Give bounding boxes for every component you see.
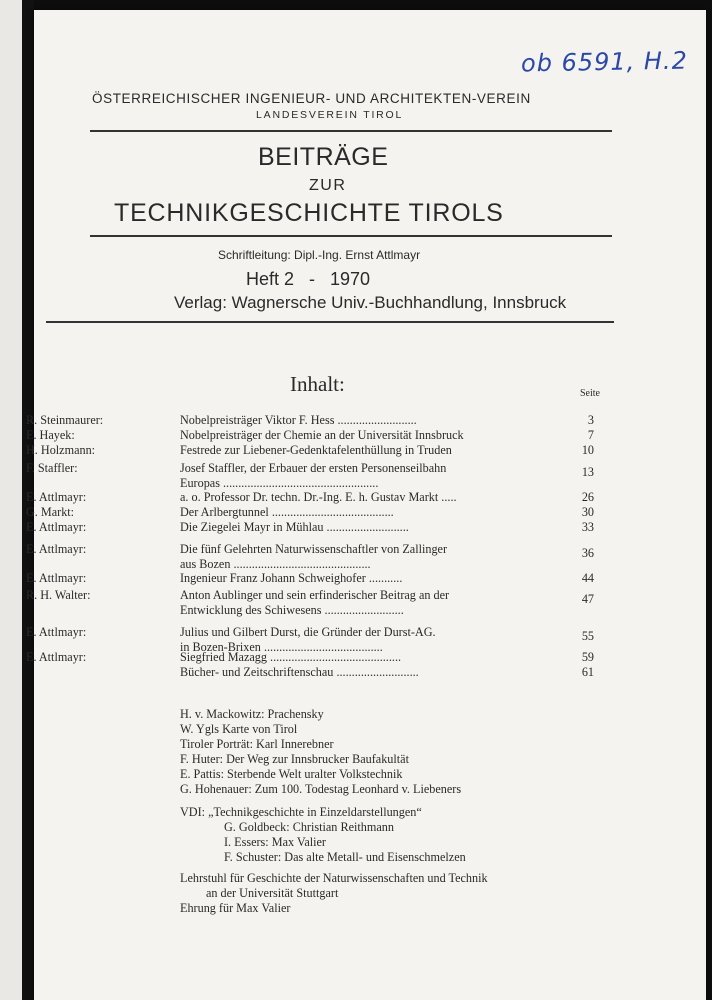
document-page [26, 10, 706, 1000]
toc-author: E. Hayek: [26, 428, 75, 442]
title-line-2: ZUR [309, 177, 347, 194]
toc-author: E. Attlmayr: [26, 542, 87, 556]
toc-title-continuation: Entwicklung des Schiwesens .......................... [180, 603, 404, 617]
vdi-item: I. Essers: Max Valier [224, 835, 326, 849]
honor-line: Ehrung für Max Valier [180, 901, 291, 915]
header-rule-bottom [46, 321, 614, 323]
issue-line: Heft 2 - 1970 [246, 269, 371, 289]
vdi-item: F. Schuster: Das alte Metall- und Eisenschmelzen [224, 850, 466, 864]
toc-title-continuation: in Bozen-Brixen ....................................... [180, 640, 383, 654]
toc-title: Josef Staffler, der Erbauer der ersten Personenseilbahn [180, 461, 447, 475]
chair-line: Lehrstuhl für Geschichte der Naturwissenschaften und Technik [180, 871, 488, 885]
title-line-3: TECHNIKGESCHICHTE TIROLS [114, 199, 504, 227]
toc-title: Die Ziegelei Mayr in Mühlau ........................... [180, 520, 409, 534]
left-page-edge [0, 0, 22, 1000]
chair-line-university: an der Universität Stuttgart [206, 886, 339, 900]
toc-page-number: 59 [581, 650, 594, 664]
branch-name: LANDESVEREIN TIROL [256, 109, 404, 121]
toc-author: E. Attlmayr: [26, 625, 87, 639]
toc-page-number: 36 [581, 546, 594, 560]
toc-page-number: 7 [587, 428, 594, 442]
toc-page-number: 61 [581, 665, 594, 679]
header-rule-middle [90, 235, 612, 237]
review-item: H. v. Mackowitz: Prachensky [180, 707, 324, 721]
vdi-heading: VDI: „Technikgeschichte in Einzeldarstellungen“ [180, 805, 422, 819]
toc-heading: Inhalt: [290, 372, 345, 396]
toc-title-continuation: Europas ................................................... [180, 476, 379, 490]
review-item: E. Pattis: Sterbende Welt uralter Volkstechnik [180, 767, 403, 781]
toc-title: Siegfried Mazagg ........................................... [180, 650, 402, 664]
toc-title: Nobelpreisträger Viktor F. Hess .......................... [180, 413, 417, 427]
toc-author: E. Attlmayr: [26, 520, 87, 534]
toc-page-number: 55 [581, 629, 594, 643]
toc-author: E. Attlmayr: [26, 571, 87, 585]
page-column-label: Seite [580, 388, 600, 399]
toc-author: F. Staffler: [26, 461, 78, 475]
organization-name: ÖSTERREICHISCHER INGENIEUR- UND ARCHITEKTEN-VEREIN [92, 91, 531, 106]
toc-author: E. Attlmayr: [26, 650, 87, 664]
review-item: F. Huter: Der Weg zur Innsbrucker Baufakultät [180, 752, 409, 766]
toc-page-number: 30 [581, 505, 594, 519]
header-rule-top [90, 130, 612, 132]
editor-line: Schriftleitung: Dipl.-Ing. Ernst Attlmayr [218, 248, 421, 262]
toc-title: Anton Aublinger und sein erfinderischer Beitrag an der [180, 588, 450, 602]
handwritten-call-number: ob 6591, H.2 [520, 46, 689, 78]
toc-page-number: 44 [581, 571, 594, 585]
toc-title: a. o. Professor Dr. techn. Dr.-Ing. E. h. Gustav Markt ..... [180, 490, 457, 504]
title-line-1: BEITRÄGE [258, 143, 389, 171]
toc-page-number: 47 [581, 592, 594, 606]
toc-title: Nobelpreisträger der Chemie an der Universität Innsbruck [180, 428, 464, 442]
toc-title-continuation: aus Bozen ............................................. [180, 557, 371, 571]
toc-author: G. Markt: [26, 505, 75, 519]
toc-title: Die fünf Gelehrten Naturwissenschaftler von Zallinger [180, 542, 448, 556]
review-item: G. Hohenauer: Zum 100. Todestag Leonhard v. Liebeners [180, 782, 462, 796]
toc-title: Ingenieur Franz Johann Schweighofer ........... [180, 571, 403, 585]
review-item: W. Ygls Karte von Tirol [180, 722, 298, 736]
toc-author: R. Steinmaurer: [26, 413, 104, 427]
toc-page-number: 13 [581, 465, 594, 479]
toc-author: R. H. Walter: [26, 588, 91, 602]
toc-title: Bücher- und Zeitschriftenschau ........................... [180, 665, 419, 679]
toc-title: Der Arlbergtunnel ........................................ [180, 505, 394, 519]
review-item: Tiroler Porträt: Karl Innerebner [180, 737, 334, 751]
toc-page-number: 26 [581, 490, 594, 504]
toc-page-number: 10 [581, 443, 594, 457]
toc-author: E. Attlmayr: [26, 490, 87, 504]
toc-title: Festrede zur Liebener-Gedenktafelenthüllung in Truden [180, 443, 452, 457]
toc-author: H. Holzmann: [26, 443, 96, 457]
publisher-line: Verlag: Wagnersche Univ.-Buchhandlung, Innsbruck [174, 293, 567, 312]
toc-page-number: 3 [587, 413, 594, 427]
toc-page-number: 33 [581, 520, 594, 534]
vdi-item: G. Goldbeck: Christian Reithmann [224, 820, 394, 834]
toc-title: Julius und Gilbert Durst, die Gründer der Durst-AG. [180, 625, 436, 639]
